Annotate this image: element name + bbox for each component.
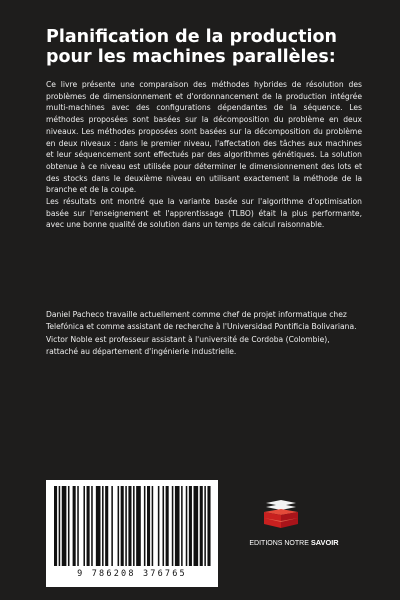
publisher-name-bold: SAVOIR <box>310 538 339 547</box>
book-title: Planification de la production pour les machines parallèles: <box>46 27 337 67</box>
summary-paragraph-1: Ce livre présente une comparaison des méthodes hybrides de résolution des problèmes de dimensionnement et d'ordonnancement de la production intégrée multi-machines avec des configurations dépendantes de la séquence. Les méthodes proposées sont basées sur la décomposition du problème en deux niveaux. Les méthodes proposées sont basées sur la décomposition du problème en deux niveaux : dans le premier niveau, l'affectation des tâches aux machines et leur séquencement sont effectués par des algorithmes génétiques. La solution obtenue à ce niveau est utilisée pour déterminer le dimensionnement des lots et des stocks dans le deuxième niveau en utilisant exactement la méthode de la branche et de la coupe. <box>46 80 362 195</box>
publisher-logo-icon <box>262 500 300 530</box>
summary-paragraph-2: Les résultats ont montré que la variante basée sur l'algorithme d'optimisation basée sur l'enseignement et l'apprentissage (TLBO) était la plus performante, avec une bonne qualité de solution dans un temps de calcul raisonnable. <box>46 197 362 230</box>
author-bio-1: Daniel Pacheco travaille actuellement comme chef de projet informatique chez Telefónica et comme assistant de recherche à l'Universidad Pontificia Bolivariana. <box>46 310 357 332</box>
publisher-name-regular: EDITIONS NOTRE <box>249 540 311 547</box>
barcode-icon <box>46 480 218 570</box>
isbn-number: 9 786208 376765 <box>77 569 187 579</box>
author-biographies <box>46 309 364 359</box>
publisher-name <box>244 538 344 547</box>
isbn-barcode <box>46 480 218 587</box>
author-bio-2: Victor Noble est professeur assistant à l'université de Cordoba (Colombie), rattaché au département d'ingénierie industrielle. <box>46 334 330 357</box>
back-cover-summary <box>46 79 362 231</box>
publisher-block <box>244 500 339 552</box>
